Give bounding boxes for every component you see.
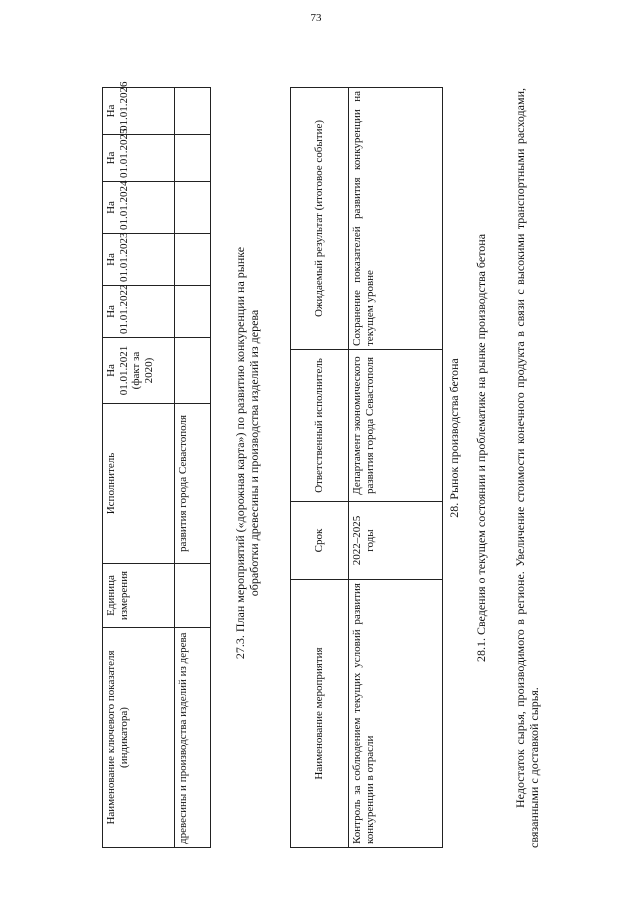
roadmap-header-row [291,88,349,848]
header-executor: Исполнитель [103,404,175,564]
responsible-cell: Департамент экономического развития города Севастополя [349,350,443,502]
value-cell [175,286,211,338]
header-2023: На 01.01.2023 [103,234,175,286]
header-2022: На 01.01.2022 [103,286,175,338]
header-2026: На 01.01.2026 [103,88,175,135]
table-row [175,88,211,848]
header-2025: На 01.01.2025 [103,135,175,182]
indicator-name-cell: древесины и производства изделий из дерева [175,628,211,848]
value-cell [175,135,211,182]
header-2021: На 01.01.2021 (факт за 2020) [103,338,175,404]
executor-cell: развития города Севастополя [175,404,211,564]
value-cell [175,338,211,404]
value-cell [175,182,211,234]
indicators-header-row [103,88,175,848]
section-28-heading: 28. Рынок производства бетона [447,358,461,518]
term-cell: 2022–2025 годы [349,502,443,580]
value-cell [175,88,211,135]
table-row [349,88,443,848]
header-term: Срок [291,502,349,580]
unit-cell [175,564,211,628]
expected-result-cell: Сохранение показателей развития конкуренции на текущем уровне [349,88,443,350]
header-unit: Единица измерения [103,564,175,628]
roadmap-heading: 27.3. План мероприятий («дорожная карта») по развитию конкуренции на рынке обработки древесины и производства изделий из дерева [233,246,261,660]
header-responsible: Ответственный исполнитель [291,350,349,502]
header-measure: Наименование мероприятия [291,580,349,848]
header-indicator-name: Наименование ключевого показателя (индикатора) [103,628,175,848]
section-28-1-heading: 28.1. Сведения о текущем состоянии и проблематике на рынке производства бетона [474,233,488,663]
body-paragraph: Недостаток сырья, производимого в регионе. Увеличение стоимости конечного продукта в связи с высокими транспортными расходами, связанными с доставкой сырья. [513,88,541,848]
measure-cell: Контроль за соблюдением текущих условий развития конкуренции в отрасли [349,580,443,848]
roadmap-table [290,87,443,848]
page-number: 73 [310,12,322,24]
header-2024: На 01.01.2024 [103,182,175,234]
indicators-table [102,81,211,848]
header-expected-result: Ожидаемый результат (итоговое событие) [291,88,349,350]
rotated-page-content [92,81,612,848]
value-cell [175,234,211,286]
